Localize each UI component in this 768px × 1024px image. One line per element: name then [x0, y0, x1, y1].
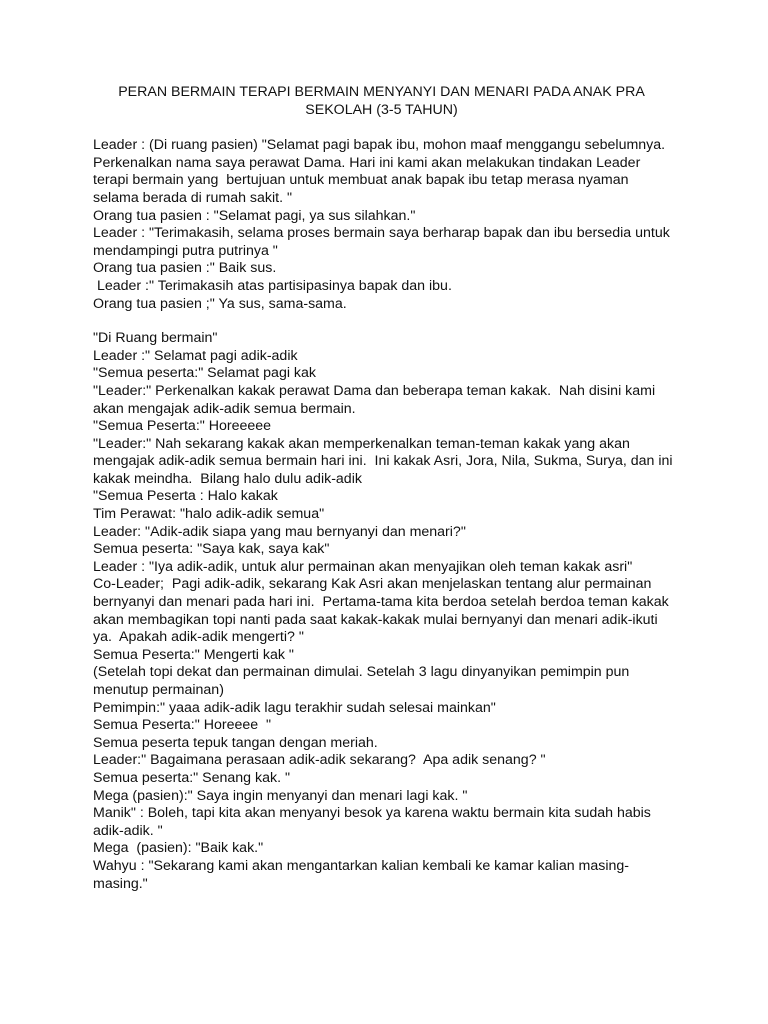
text-line: Semua peserta tepuk tangan dengan meriah. [93, 734, 378, 751]
text-line: mengajak adik-adik semua bermain hari ini. Ini kakak Asri, Jora, Nila, Sukma, Surya, dan ini [93, 453, 673, 470]
text-line: Semua peserta: "Saya kak, saya kak" [93, 541, 330, 558]
paragraph-gap [93, 313, 688, 330]
text-line: (Setelah topi dekat dan permainan dimulai. Setelah 3 lagu dinyanyikan pemimpin pun [93, 664, 630, 681]
document-body [93, 137, 688, 893]
text-line: mendampingi putra putrinya " [93, 242, 278, 259]
text-line: Co-Leader; Pagi adik-adik, sekarang Kak Asri akan menjelaskan tentang alur permainan [93, 576, 652, 593]
text-line: selama berada di rumah sakit. " [93, 189, 293, 206]
text-line: "Di Ruang bermain" [93, 330, 218, 347]
text-line: Leader :" Selamat pagi adik-adik [93, 347, 298, 364]
text-line: Orang tua pasien ;" Ya sus, sama-sama. [93, 295, 347, 312]
text-line: Leader:" Bagaimana perasaan adik-adik sekarang? Apa adik senang? " [93, 752, 546, 769]
text-line: bernyanyi dan menari pada hari ini. Pertama-tama kita berdoa setelah berdoa teman kakak [93, 594, 669, 611]
text-line: Wahyu : "Sekarang kami akan mengantarkan kalian kembali ke kamar kalian masing- [93, 857, 630, 874]
text-line: ya. Apakah adik-adik mengerti? " [93, 629, 304, 646]
text-line: Semua peserta:" Senang kak. " [93, 769, 290, 786]
section-play-room [93, 330, 688, 893]
text-line: "Semua peserta:" Selamat pagi kak [93, 365, 317, 382]
text-line: Leader : "Iya adik-adik, untuk alur permainan akan menyajikan oleh teman kakak asri" [93, 558, 633, 575]
text-line: kakak meindha. Bilang halo dulu adik-adik [93, 470, 362, 487]
text-line: "Semua Peserta:" Horeeeee [93, 418, 272, 435]
text-line: "Leader:" Nah sekarang kakak akan memperkenalkan teman-teman kakak yang akan [93, 435, 630, 452]
text-line: Orang tua pasien :" Baik sus. [93, 260, 277, 277]
section-patient-room [93, 137, 688, 313]
text-line: Manik" : Boleh, tapi kita akan menyanyi besok ya karena waktu bermain kita sudah habis [93, 805, 651, 822]
title-line: SEKOLAH (3-5 TAHUN) [305, 101, 458, 118]
text-line: Orang tua pasien : "Selamat pagi, ya sus silahkan." [93, 207, 416, 224]
text-line: adik-adik. " [93, 822, 163, 839]
text-line: "Semua Peserta : Halo kakak [93, 488, 278, 505]
title-line: PERAN BERMAIN TERAPI BERMAIN MENYANYI DAN MENARI PADA ANAK PRA [118, 84, 645, 100]
text-line: terapi bermain yang bertujuan untuk membuat anak bapak ibu tetap merasa nyaman [93, 172, 629, 189]
text-line: menutup permainan) [93, 682, 224, 698]
text-line: akan mengajak adik-adik semua bermain. [93, 400, 356, 417]
text-line: Leader : "Terimakasih, selama proses bermain saya berharap bapak dan ibu bersedia untuk [93, 225, 670, 242]
text-line: "Leader:" Perkenalkan kakak perawat Dama dan beberapa teman kakak. Nah disini kami [93, 382, 656, 399]
text-line: Mega (pasien): "Baik kak." [93, 840, 264, 857]
text-line: Pemimpin:" yaaa adik-adik lagu terakhir sudah selesai mainkan" [93, 699, 496, 716]
text-line: Mega (pasien):" Saya ingin menyanyi dan menari lagi kak. " [93, 787, 468, 804]
text-line: masing." [93, 875, 148, 892]
text-line: Leader: "Adik-adik siapa yang mau bernyanyi dan menari?" [93, 523, 466, 540]
text-line: akan membagikan topi nanti pada saat kakak-kakak mulai bernyanyi dan menari adik-ikuti [93, 611, 658, 628]
text-line: Leader : (Di ruang pasien) "Selamat pagi bapak ibu, mohon maaf menggangu sebelumnya. [93, 137, 666, 154]
document-title [93, 84, 688, 119]
text-line: Semua Peserta:" Horeeee " [93, 717, 272, 734]
text-line: Semua Peserta:" Mengerti kak " [93, 646, 294, 663]
text-line: Tim Perawat: "halo adik-adik semua" [93, 506, 325, 523]
text-line: Leader :" Terimakasih atas partisipasinya bapak dan ibu. [93, 277, 452, 294]
text-line: Perkenalkan nama saya perawat Dama. Hari ini kami akan melakukan tindakan Leader [93, 154, 641, 171]
